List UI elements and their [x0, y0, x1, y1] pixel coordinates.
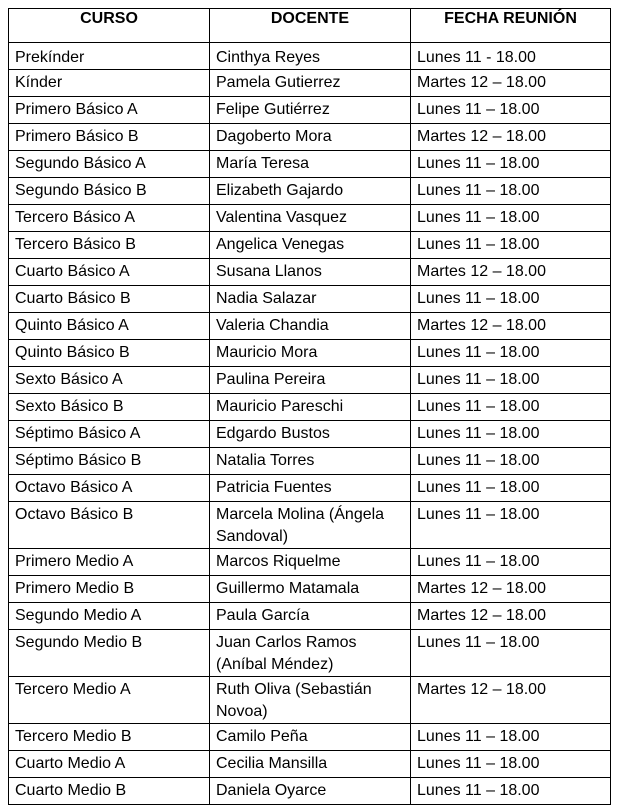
table-row	[9, 367, 611, 394]
cell-curso: Prekínder	[9, 43, 210, 70]
table-row	[9, 724, 611, 751]
cell-fecha-reunion: Martes 12 – 18.00	[411, 313, 611, 340]
cell-fecha-reunion: Lunes 11 – 18.00	[411, 232, 611, 259]
meeting-schedule-table	[8, 8, 611, 805]
table-row	[9, 394, 611, 421]
cell-fecha-reunion: Lunes 11 – 18.00	[411, 751, 611, 778]
cell-fecha-reunion: Lunes 11 – 18.00	[411, 151, 611, 178]
table-row	[9, 97, 611, 124]
cell-fecha-reunion: Martes 12 – 18.00	[411, 677, 611, 724]
table-row	[9, 549, 611, 576]
cell-docente: Cinthya Reyes	[210, 43, 411, 70]
table-row	[9, 576, 611, 603]
table-row	[9, 232, 611, 259]
cell-fecha-reunion: Lunes 11 – 18.00	[411, 502, 611, 549]
table-row	[9, 340, 611, 367]
cell-docente: Nadia Salazar	[210, 286, 411, 313]
cell-fecha-reunion: Lunes 11 – 18.00	[411, 778, 611, 805]
cell-docente: Ruth Oliva (Sebastián Novoa)	[210, 677, 411, 724]
table-row	[9, 778, 611, 805]
cell-curso: Primero Medio A	[9, 549, 210, 576]
cell-fecha-reunion: Lunes 11 – 18.00	[411, 724, 611, 751]
cell-fecha-reunion: Lunes 11 – 18.00	[411, 178, 611, 205]
cell-docente: Patricia Fuentes	[210, 475, 411, 502]
cell-docente: Susana Llanos	[210, 259, 411, 286]
cell-docente: Daniela Oyarce	[210, 778, 411, 805]
cell-fecha-reunion: Martes 12 – 18.00	[411, 603, 611, 630]
table-row	[9, 421, 611, 448]
cell-curso: Segundo Básico B	[9, 178, 210, 205]
cell-fecha-reunion: Lunes 11 – 18.00	[411, 367, 611, 394]
cell-curso: Cuarto Medio A	[9, 751, 210, 778]
table-row	[9, 151, 611, 178]
cell-fecha-reunion: Martes 12 – 18.00	[411, 70, 611, 97]
cell-curso: Quinto Básico A	[9, 313, 210, 340]
cell-docente: Elizabeth Gajardo	[210, 178, 411, 205]
cell-curso: Séptimo Básico A	[9, 421, 210, 448]
cell-fecha-reunion: Lunes 11 – 18.00	[411, 394, 611, 421]
cell-curso: Primero Básico A	[9, 97, 210, 124]
cell-docente: María Teresa	[210, 151, 411, 178]
cell-curso: Cuarto Medio B	[9, 778, 210, 805]
table-row	[9, 178, 611, 205]
table-row	[9, 475, 611, 502]
cell-curso: Tercero Básico A	[9, 205, 210, 232]
cell-docente: Mauricio Mora	[210, 340, 411, 367]
cell-curso: Cuarto Básico B	[9, 286, 210, 313]
table-row	[9, 502, 611, 549]
table-row	[9, 448, 611, 475]
cell-curso: Octavo Básico B	[9, 502, 210, 549]
table-row	[9, 313, 611, 340]
cell-curso: Séptimo Básico B	[9, 448, 210, 475]
table-row	[9, 286, 611, 313]
cell-fecha-reunion: Lunes 11 – 18.00	[411, 97, 611, 124]
table-row	[9, 70, 611, 97]
table-row	[9, 677, 611, 724]
cell-curso: Tercero Medio B	[9, 724, 210, 751]
header-curso: CURSO	[9, 9, 210, 43]
table-row	[9, 43, 611, 70]
cell-curso: Segundo Medio A	[9, 603, 210, 630]
cell-curso: Sexto Básico B	[9, 394, 210, 421]
cell-curso: Primero Medio B	[9, 576, 210, 603]
header-docente: DOCENTE	[210, 9, 411, 43]
cell-docente: Paula García	[210, 603, 411, 630]
cell-docente: Paulina Pereira	[210, 367, 411, 394]
cell-fecha-reunion: Lunes 11 – 18.00	[411, 630, 611, 677]
cell-curso: Primero Básico B	[9, 124, 210, 151]
cell-curso: Sexto Básico A	[9, 367, 210, 394]
cell-fecha-reunion: Lunes 11 – 18.00	[411, 475, 611, 502]
cell-docente: Edgardo Bustos	[210, 421, 411, 448]
cell-curso: Cuarto Básico A	[9, 259, 210, 286]
cell-docente: Angelica Venegas	[210, 232, 411, 259]
cell-curso: Segundo Básico A	[9, 151, 210, 178]
cell-fecha-reunion: Martes 12 – 18.00	[411, 576, 611, 603]
cell-docente: Juan Carlos Ramos (Aníbal Méndez)	[210, 630, 411, 677]
table-row	[9, 603, 611, 630]
table-row	[9, 630, 611, 677]
table-row	[9, 751, 611, 778]
cell-fecha-reunion: Martes 12 – 18.00	[411, 259, 611, 286]
cell-fecha-reunion: Lunes 11 – 18.00	[411, 205, 611, 232]
table-body	[9, 43, 611, 805]
cell-docente: Pamela Gutierrez	[210, 70, 411, 97]
cell-docente: Valeria Chandia	[210, 313, 411, 340]
table-row	[9, 205, 611, 232]
cell-curso: Kínder	[9, 70, 210, 97]
table-row	[9, 259, 611, 286]
cell-fecha-reunion: Lunes 11 – 18.00	[411, 549, 611, 576]
cell-curso: Tercero Medio A	[9, 677, 210, 724]
cell-fecha-reunion: Lunes 11 – 18.00	[411, 448, 611, 475]
cell-docente: Camilo Peña	[210, 724, 411, 751]
cell-docente: Marcela Molina (Ángela Sandoval)	[210, 502, 411, 549]
cell-docente: Valentina Vasquez	[210, 205, 411, 232]
cell-curso: Quinto Básico B	[9, 340, 210, 367]
cell-docente: Guillermo Matamala	[210, 576, 411, 603]
cell-docente: Felipe Gutiérrez	[210, 97, 411, 124]
cell-fecha-reunion: Lunes 11 – 18.00	[411, 286, 611, 313]
cell-docente: Cecilia Mansilla	[210, 751, 411, 778]
table-header-row	[9, 9, 611, 43]
cell-docente: Marcos Riquelme	[210, 549, 411, 576]
cell-docente: Mauricio Pareschi	[210, 394, 411, 421]
cell-fecha-reunion: Martes 12 – 18.00	[411, 124, 611, 151]
cell-curso: Octavo Básico A	[9, 475, 210, 502]
cell-fecha-reunion: Lunes 11 – 18.00	[411, 340, 611, 367]
cell-curso: Tercero Básico B	[9, 232, 210, 259]
header-fecha-reunion: FECHA REUNIÓN	[411, 9, 611, 43]
cell-fecha-reunion: Lunes 11 – 18.00	[411, 421, 611, 448]
cell-fecha-reunion: Lunes 11 - 18.00	[411, 43, 611, 70]
table-row	[9, 124, 611, 151]
cell-docente: Natalia Torres	[210, 448, 411, 475]
cell-docente: Dagoberto Mora	[210, 124, 411, 151]
cell-curso: Segundo Medio B	[9, 630, 210, 677]
